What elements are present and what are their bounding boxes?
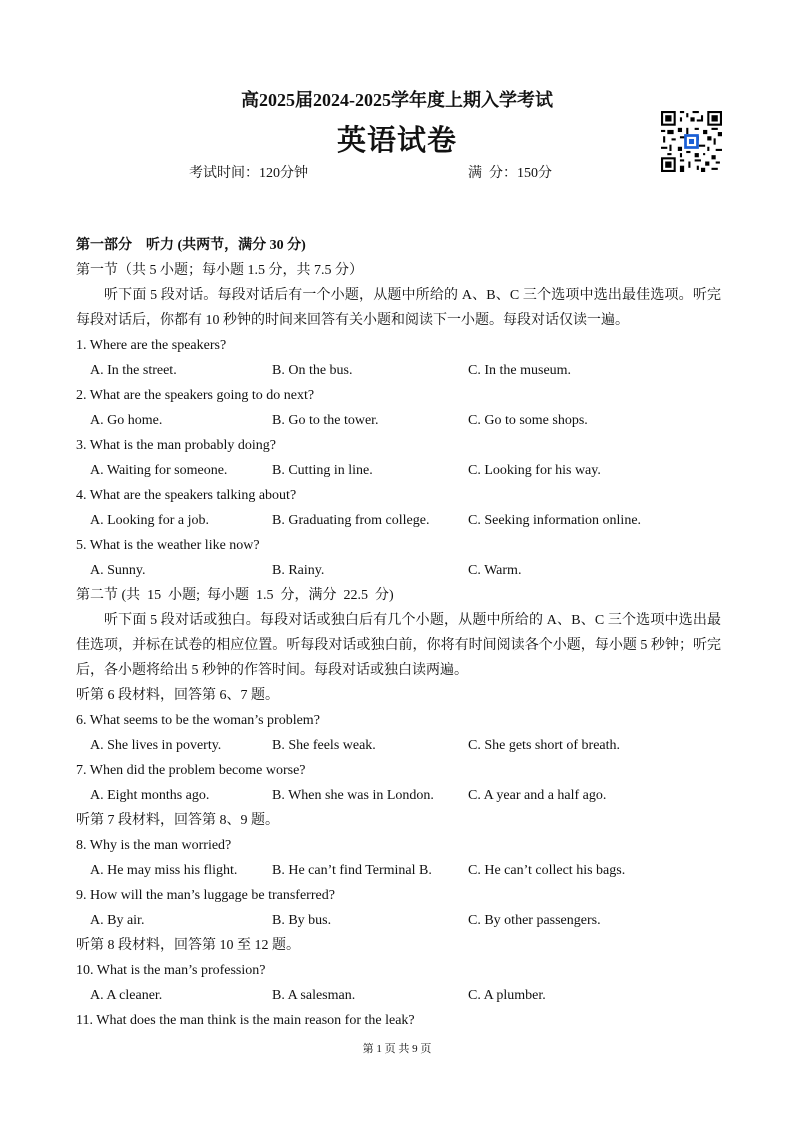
question-2: 2. What are the speakers going to do next? [76, 388, 315, 403]
q3-option-b: B. Cutting in line. [272, 463, 373, 478]
question-9: 9. How will the man’s luggage be transferred? [76, 888, 335, 903]
q4-option-b: B. Graduating from college. [272, 513, 430, 528]
q8-option-b: B. He can’t find Terminal B. [272, 863, 432, 878]
full-score: 满 分：150分 [468, 166, 552, 181]
question-7: 7. When did the problem become worse? [76, 763, 306, 778]
q9-option-c: C. By other passengers. [468, 913, 601, 928]
q3-option-a: A. Waiting for someone. [90, 463, 228, 478]
q4-option-c: C. Seeking information online. [468, 513, 642, 528]
q2-option-b: B. Go to the tower. [272, 413, 379, 428]
part1-title: 第一部分 听力 (共两节，满分 30 分) [76, 238, 306, 253]
q1-option-a: A. In the street. [90, 363, 177, 378]
q7-option-a: A. Eight months ago. [90, 788, 210, 803]
q6-option-a: A. She lives in poverty. [90, 738, 222, 753]
q6-option-b: B. She feels weak. [272, 738, 376, 753]
exam-time: 考试时间：120分钟 [189, 166, 308, 181]
material-7-note: 听第 7 段材料，回答第 8、9 题。 [76, 813, 279, 828]
question-5: 5. What is the weather like now? [76, 538, 260, 553]
q9-option-a: A. By air. [90, 913, 145, 928]
section2-instructions: 听下面 5 段对话或独白。每段对话或独白后有几个小题，从题中所给的 A、B、C 三个选项中选出最佳选项，并标在试卷的相应位置。听每段对话或独白前，你将有时间阅读各个小题，每小题 5 秒钟；听完后，各小题将给出 5 秒钟的作答时间。每段对话或独白读两遍。 [76, 613, 721, 678]
q5-option-a: A. Sunny. [90, 563, 146, 578]
exam-title: 高2025届2024-2025学年度上期入学考试 [241, 90, 553, 110]
q5-option-c: C. Warm. [468, 563, 522, 578]
question-1: 1. Where are the speakers? [76, 338, 227, 353]
question-10: 10. What is the man’s profession? [76, 963, 266, 978]
subject-title: 英语试卷 [336, 125, 457, 157]
q7-option-c: C. A year and a half ago. [468, 788, 607, 803]
q4-option-a: A. Looking for a job. [90, 513, 209, 528]
q3-option-c: C. Looking for his way. [468, 463, 601, 478]
section1-instructions: 听下面 5 段对话。每段对话后有一个小题，从题中所给的 A、B、C 三个选项中选出最佳选项。听完每段对话后，你都有 10 秒钟的时间来回答有关小题和阅读下一小题。每段对话仅读一遍。 [76, 288, 721, 328]
page-number: 第 1 页 共 9 页 [362, 1043, 432, 1055]
question-11: 11. What does the man think is the main reason for the leak? [76, 1013, 415, 1028]
material-6-note: 听第 6 段材料，回答第 6、7 题。 [76, 688, 279, 703]
question-8: 8. Why is the man worried? [76, 838, 232, 853]
q10-option-b: B. A salesman. [272, 988, 356, 1003]
q10-option-a: A. A cleaner. [90, 988, 163, 1003]
q1-option-c: C. In the museum. [468, 363, 572, 378]
q7-option-b: B. When she was in London. [272, 788, 434, 803]
q6-option-c: C. She gets short of breath. [468, 738, 621, 753]
q2-option-a: A. Go home. [90, 413, 163, 428]
question-6: 6. What seems to be the woman’s problem? [76, 713, 320, 728]
q8-option-a: A. He may miss his flight. [90, 863, 238, 878]
q1-option-b: B. On the bus. [272, 363, 353, 378]
q9-option-b: B. By bus. [272, 913, 332, 928]
q5-option-b: B. Rainy. [272, 563, 325, 578]
section1-title: 第一节（共 5 小题；每小题 1.5 分，共 7.5 分） [76, 263, 363, 278]
q2-option-c: C. Go to some shops. [468, 413, 588, 428]
q10-option-c: C. A plumber. [468, 988, 546, 1003]
q8-option-c: C. He can’t collect his bags. [468, 863, 626, 878]
qr-code-icon [661, 111, 722, 172]
question-3: 3. What is the man probably doing? [76, 438, 276, 453]
question-4: 4. What are the speakers talking about? [76, 488, 297, 503]
section2-title: 第二节 (共 15 小题; 每小题 1.5 分，满分 22.5 分) [76, 588, 394, 603]
material-8-note: 听第 8 段材料，回答第 10 至 12 题。 [76, 938, 300, 953]
